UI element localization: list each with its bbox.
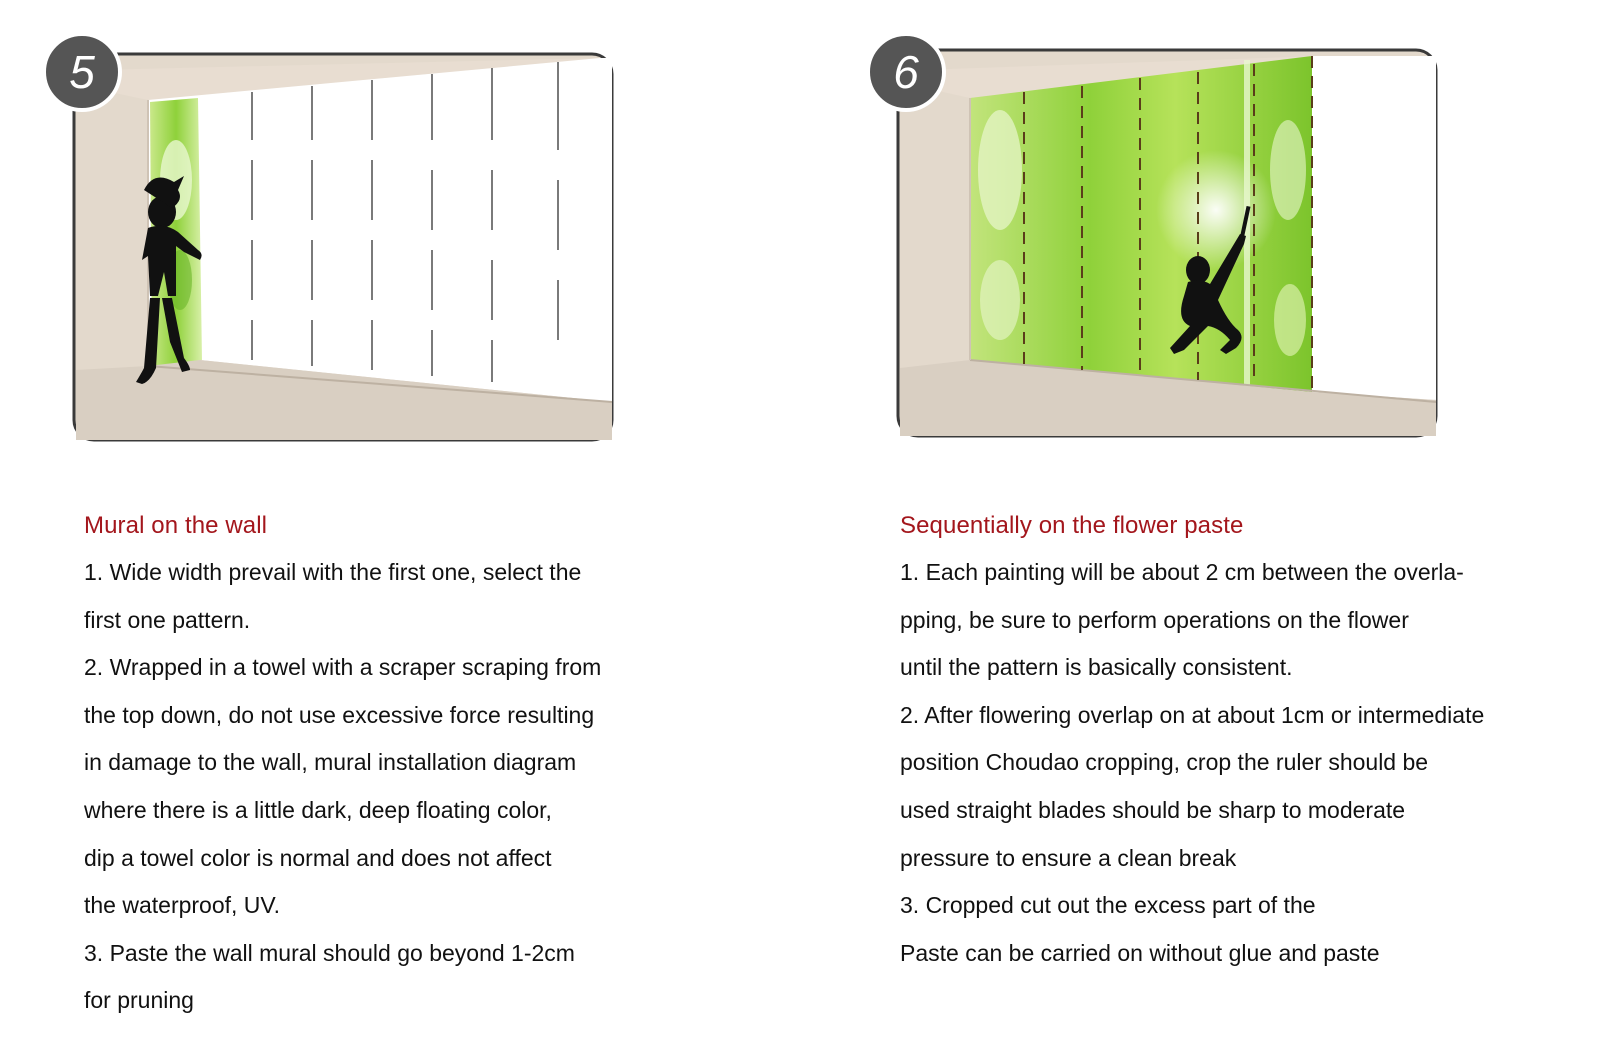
step-number: 6 (893, 46, 919, 98)
instruction-line: 3. Cropped cut out the excess part of the (900, 892, 1316, 919)
room-drawing (40, 30, 680, 470)
step-title: Sequentially on the flower paste (900, 512, 1244, 539)
instruction-line: Paste can be carried on without glue and paste (900, 939, 1380, 966)
step-number: 5 (69, 46, 95, 98)
instruction-line: pping, be sure to perform operations on the flower (900, 606, 1409, 633)
instruction-line: for pruning (84, 987, 194, 1014)
instruction-line: dip a towel color is normal and does not affect (84, 844, 552, 871)
instruction-line: until the pattern is basically consistent. (900, 654, 1293, 681)
step-5-illustration (40, 30, 680, 470)
step-title: Mural on the wall (84, 512, 268, 539)
instruction-line: pressure to ensure a clean break (900, 844, 1237, 871)
instruction-line: the top down, do not use excessive force resulting (84, 701, 595, 728)
step-6-panel (800, 0, 1600, 1053)
instruction-line: 1. Wide width prevail with the first one, select the (84, 559, 582, 585)
instruction-line: used straight blades should be sharp to moderate (900, 796, 1406, 823)
instruction-line: in damage to the wall, mural installation diagram (84, 749, 577, 776)
instruction-line: 3. Paste the wall mural should go beyond 1-2cm (84, 939, 575, 966)
instruction-line: 2. Wrapped in a towel with a scraper scraping from (84, 654, 602, 681)
instruction-line: the waterproof, UV. (84, 892, 281, 919)
instruction-line: 1. Each painting will be about 2 cm between the overla- (900, 559, 1464, 585)
instruction-line: 2. After flowering overlap on at about 1cm or intermediate (900, 701, 1485, 728)
step-instructions (84, 557, 601, 1033)
room-drawing (860, 30, 1500, 470)
instruction-line: position Choudao cropping, crop the ruler should be (900, 749, 1429, 776)
step-instructions (900, 557, 1484, 985)
instruction-line: where there is a little dark, deep floating color, (84, 796, 552, 823)
step-6-illustration (860, 30, 1500, 470)
instruction-line: first one pattern. (84, 606, 251, 633)
